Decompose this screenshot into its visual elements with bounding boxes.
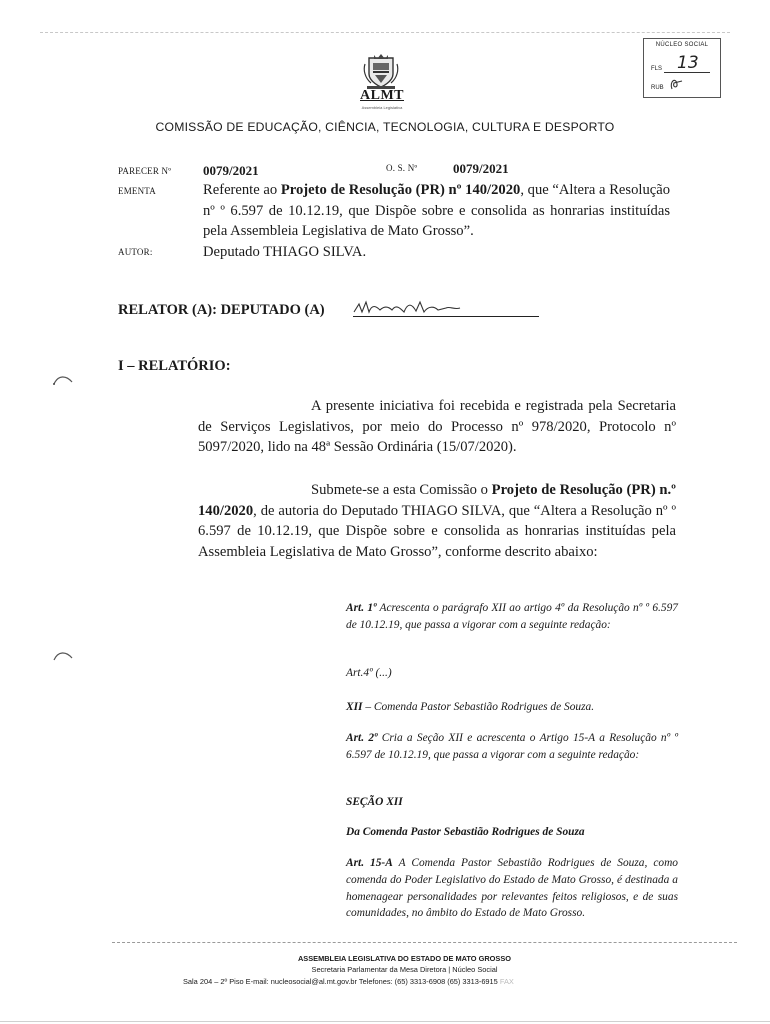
ementa-text xyxy=(203,180,670,242)
p2-project: Projeto de Resolução (PR) n.º 140/2020 xyxy=(198,482,676,519)
bottom-scan-edge xyxy=(0,1021,770,1022)
footer-department: Secretaria Parlamentar da Mesa Diretora | Núcleo Social xyxy=(311,965,498,974)
stamp-fls-label: FLS xyxy=(651,66,663,72)
footer-contact xyxy=(183,977,514,986)
ementa-label: EMENTA xyxy=(118,186,156,196)
art2-label: Art. 2º xyxy=(346,732,378,744)
footer-institution: ASSEMBLEIA LEGISLATIVA DO ESTADO DE MATO GROSSO xyxy=(297,954,512,963)
xii-text: – Comenda Pastor Sebastião Rodrigues de Souza. xyxy=(362,701,595,713)
art15a-text: A Comenda Pastor Sebastião Rodrigues de Souza, como comenda do Poder Legislativo do Estado de Mato Grosso, é destinada a homenagear personalidades por relevantes feitos religiosos, e de suas comunidades, no âmbito do Estado de Mato Grosso. xyxy=(346,857,678,920)
stamp-rub-label: RUB xyxy=(651,85,664,91)
ementa-pre: Referente ao xyxy=(203,182,281,198)
stamp-title: NÚCLEO SOCIAL xyxy=(655,42,709,48)
os-label: O. S. Nº xyxy=(386,163,418,173)
comenda-title: Da Comenda Pastor Sebastião Rodrigues de Souza xyxy=(346,826,585,838)
punch-hole-mark-upper xyxy=(52,372,74,386)
section-title: I – RELATÓRIO: xyxy=(118,358,231,374)
article-15a xyxy=(346,855,678,922)
relator-label: RELATOR (A): DEPUTADO (A) xyxy=(118,302,325,318)
paragraph-1: A presente iniciativa foi recebida e registrada pela Secretaria de Serviços Legislativos, por meio do Processo nº 978/2020, Protocolo nº 5097/2020, lido na 48ª Sessão Ordinária (15/07/2020). xyxy=(198,398,676,456)
paragraph-2 xyxy=(198,480,676,562)
punch-hole-mark-lower xyxy=(52,648,74,662)
autor-value: Deputado THIAGO SILVA. xyxy=(203,244,367,260)
parecer-number: 0079/2021 xyxy=(203,163,259,178)
top-scan-border xyxy=(40,32,730,33)
nucleo-social-stamp xyxy=(643,38,721,98)
p2-pre: Submete-se a esta Comissão o xyxy=(311,482,492,498)
article-1 xyxy=(346,600,678,634)
art15a-label: Art. 15-A xyxy=(346,857,393,869)
stamp-fls-value: 13 xyxy=(677,53,699,73)
art2-text: Cria a Seção XII e acrescenta o Artigo 15-A a Resolução nº º 6.597 de 10.12.19, que passa a vigorar com a seguinte redação: xyxy=(346,732,678,761)
almt-crest-icon xyxy=(361,50,401,90)
stamp-rub-initial xyxy=(666,75,692,93)
ementa-project: Projeto de Resolução (PR) nº 140/2020 xyxy=(280,182,521,198)
secao-heading: SEÇÃO XII xyxy=(346,796,403,808)
item-xii xyxy=(346,699,594,716)
footer-fax: FAX xyxy=(499,977,514,986)
footer-divider xyxy=(112,942,737,943)
signature-line xyxy=(353,316,539,317)
article-2 xyxy=(346,730,678,764)
os-number: 0079/2021 xyxy=(453,161,509,176)
parecer-label: PARECER Nº xyxy=(118,166,172,176)
art1-label: Art. 1º xyxy=(346,602,377,614)
p2-post: , de autoria do Deputado THIAGO SILVA, que “Altera a Resolução nº º 6.597 de 10.12.19, que Dispõe sobre e consolida as honrarias instituídas pela Assembleia Legislativa de Mato Grosso”, conforme descrito abaixo: xyxy=(198,502,676,560)
ementa-post: , que “Altera a Resolução nº º 6.597 de 10.12.19, que Dispõe sobre e consolida as honrarias instituídas pela Assembleia Legislativa de Mato Grosso”. xyxy=(203,182,670,240)
footer-contact-text: Sala 204 – 2º Piso E-mail: nucleosocial@al.mt.gov.br Telefones: (65) 3313-6908 (65) 3313-6915 xyxy=(183,977,498,986)
xii-label: XII xyxy=(346,701,363,713)
article-4-ref: Art.4º (...) xyxy=(346,667,392,679)
autor-label: AUTOR: xyxy=(118,247,153,257)
art1-text: Acrescenta o parágrafo XII ao artigo 4º da Resolução nº º 6.597 de 10.12.19, que passa a vigorar com a seguinte redação: xyxy=(346,602,678,631)
almt-logo-text: ALMT xyxy=(360,88,404,103)
almt-logo-subtitle: Assembleia Legislativa xyxy=(361,105,403,110)
committee-title: COMISSÃO DE EDUCAÇÃO, CIÊNCIA, TECNOLOGIA, CULTURA E DESPORTO xyxy=(155,120,615,134)
